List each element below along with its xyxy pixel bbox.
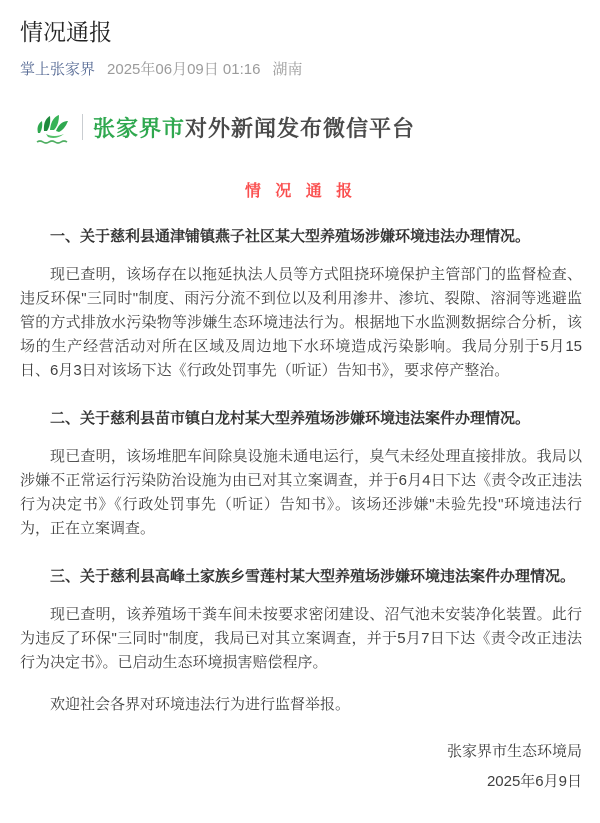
- section-heading-3: 三、关于慈利县高峰土家族乡雪莲村某大型养殖场涉嫌环境违法案件办理情况。: [50, 568, 576, 586]
- publish-datetime: 2025年06月09日 01:16: [107, 61, 261, 79]
- logo-divider: [82, 114, 83, 140]
- closing-note: 欢迎社会各界对环境违法行为进行监督举报。: [50, 696, 351, 714]
- section-body-1: 现已查明，该场存在以拖延执法人员等方式阻挠环境保护主管部门的监督检查、违反环保"三同时"制度、雨污分流不到位以及利用渗井、渗坑、裂隙、溶洞等逃避监管的方式排放水污染物等涉嫌生态环境违法行为。根据地下水监测数据综合分析，该场的生产经营活动对所在区域及周边地下水环境造成污染影响。我局分别于5月15日、6月3日对该场下达《行政处罚事先（听证）告知书》，要求停产整治。: [20, 266, 582, 380]
- section-body-3: 现已查明，该养殖场干粪车间未按要求密闭建设、沼气池未安装净化装置。此行为违反了环保"三同时"制度，我局已对其立案调查，并于5月7日下达《责令改正违法行为决定书》。已启动生态环境损害赔偿程序。: [20, 606, 582, 672]
- account-link[interactable]: 掌上张家界: [20, 61, 96, 79]
- publish-location: 湖南: [272, 61, 303, 79]
- section-heading-2: 二、关于慈利县苗市镇白龙村某大型养殖场涉嫌环境违法案件办理情况。: [50, 410, 531, 428]
- section-heading-1: 一、关于慈利县通津铺镇燕子社区某大型养殖场涉嫌环境违法办理情况。: [50, 228, 531, 246]
- org-name-rest: 对外新闻发布微信平台: [185, 115, 416, 141]
- section-body-2: 现已查明，该场堆肥车间除臭设施未通电运行，臭气未经处理直接排放。我局以涉嫌不正常运行污染防治设施为由已对其立案调查，并于6月4日下达《责令改正违法行为决定书》《行政处罚事先（听证）告知书》。该场还涉嫌"未验先投"环境违法行为，正在立案调查。: [20, 448, 582, 538]
- signature-org: 张家界市生态环境局: [446, 743, 582, 761]
- article-meta: [20, 60, 582, 80]
- signature-block: [20, 737, 582, 797]
- org-logo-banner: [32, 106, 582, 148]
- leaf-swoosh-icon: [32, 107, 74, 147]
- org-name-highlight: 张家界市: [93, 115, 186, 141]
- article-body: [20, 178, 582, 797]
- article-headline: 情 况 通 报: [244, 183, 358, 201]
- page-title: 情况通报: [20, 19, 112, 45]
- org-name: [93, 112, 415, 143]
- signature-date: 2025年6月9日: [486, 773, 582, 791]
